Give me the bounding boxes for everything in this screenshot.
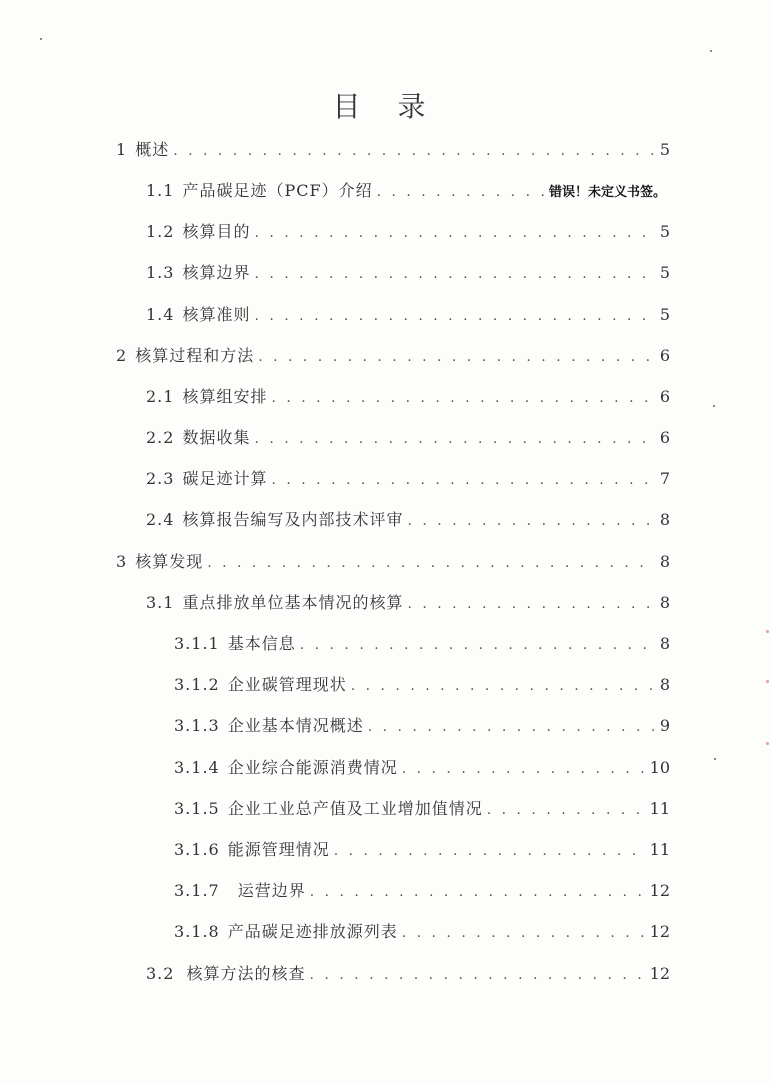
toc-entry-number: 2 [116, 346, 128, 365]
toc-entry-page: 8 [659, 552, 670, 571]
dot-leader [402, 758, 646, 780]
toc-entry-number: 3.2 [146, 964, 175, 983]
dot-leader [173, 140, 654, 162]
toc-entry-page: 5 [659, 222, 670, 241]
toc-entry-number: 3 [116, 552, 128, 571]
dot-leader [368, 716, 654, 738]
toc-entry-title: 产品碳足迹排放源列表 [227, 922, 398, 941]
toc-entry-title: 企业碳管理现状 [227, 675, 347, 694]
dot-leader [377, 181, 545, 203]
toc-entry-number: 1.1 [146, 181, 175, 200]
toc-entry-number: 3.1.7 [174, 881, 220, 900]
dot-leader [258, 346, 654, 368]
toc-entry-page: 6 [659, 428, 670, 447]
toc-entry-title: 核算过程和方法 [135, 346, 255, 365]
scan-speck [713, 405, 715, 407]
toc-entry[interactable] [146, 304, 670, 326]
toc-entry[interactable] [174, 757, 670, 779]
scan-mark [766, 630, 769, 633]
toc-entry-title: 核算方法的核查 [186, 964, 306, 983]
toc-entry[interactable] [146, 221, 670, 243]
toc-entry-page: 5 [659, 305, 670, 324]
toc-entry-page: 8 [659, 593, 670, 612]
dot-leader [254, 222, 654, 244]
toc-entry-title: 核算目的 [182, 222, 251, 241]
toc-entry-page: 11 [649, 799, 670, 818]
toc-entry-title: 企业工业总产值及工业增加值情况 [227, 799, 483, 818]
dot-leader [254, 263, 654, 285]
dot-leader [271, 387, 654, 409]
toc-entry-number: 3.1.5 [174, 799, 220, 818]
toc-entry-title: 核算边界 [182, 263, 251, 282]
toc-entry[interactable] [146, 963, 670, 985]
toc-entry-number: 1.4 [146, 305, 175, 324]
toc-entry[interactable] [174, 674, 670, 696]
scan-speck [40, 38, 42, 40]
toc-entry-page: 8 [659, 510, 670, 529]
toc-entry-title: 产品碳足迹（PCF）介绍 [182, 181, 373, 200]
toc-entry-number: 3.1.1 [174, 634, 220, 653]
toc-entry-number: 3.1.6 [174, 840, 220, 859]
dot-leader [351, 675, 654, 697]
toc-entry-page: 8 [659, 634, 670, 653]
toc-entry-number: 3.1.8 [174, 922, 220, 941]
toc-entry[interactable] [174, 921, 670, 943]
toc-entry-title: 企业基本情况概述 [227, 716, 364, 735]
toc-entry-title: 重点排放单位基本情况的核算 [182, 593, 404, 612]
toc-entry-page-error: 错误！未定义书签。 [548, 185, 666, 200]
scan-speck [710, 50, 712, 52]
dot-leader [254, 305, 654, 327]
toc-entry-number: 1 [116, 140, 128, 159]
toc-entry-number: 3.1 [146, 593, 175, 612]
toc-entry-page: 8 [659, 675, 670, 694]
toc-entry[interactable] [146, 262, 670, 284]
toc-entry-page: 12 [649, 881, 670, 900]
dot-leader [402, 922, 646, 944]
toc-entry-page: 5 [659, 263, 670, 282]
toc-entry-number: 2.4 [146, 510, 175, 529]
toc-entry[interactable] [146, 180, 666, 202]
toc-entry-page: 10 [649, 758, 670, 777]
toc-entry-title: 碳足迹计算 [182, 469, 268, 488]
toc-entry-title: 概述 [135, 140, 170, 159]
toc-entry-page: 6 [659, 387, 670, 406]
dot-leader [271, 469, 654, 491]
toc-entry-title: 能源管理情况 [227, 840, 330, 859]
scan-mark [766, 680, 769, 683]
toc-entry[interactable] [146, 468, 670, 490]
toc-entry[interactable] [174, 839, 670, 861]
toc-entry-page: 11 [649, 840, 670, 859]
toc-entry[interactable] [174, 880, 670, 902]
dot-leader [207, 552, 654, 574]
toc-entry-title: 核算准则 [182, 305, 251, 324]
toc-entry-title: 运营边界 [237, 881, 306, 900]
dot-leader [334, 840, 646, 862]
dot-leader [407, 593, 654, 615]
toc-entry-title: 核算发现 [135, 552, 204, 571]
toc-entry[interactable] [146, 427, 670, 449]
scan-mark [766, 742, 769, 745]
toc-entry-number: 1.2 [146, 222, 175, 241]
toc-entry-title: 企业综合能源消费情况 [227, 758, 398, 777]
dot-leader [487, 799, 646, 821]
toc-entry-title: 基本信息 [227, 634, 296, 653]
toc-entry[interactable] [174, 798, 670, 820]
dot-leader [407, 510, 654, 532]
toc-entry[interactable] [116, 139, 670, 161]
toc-entry-page: 12 [649, 922, 670, 941]
toc-entry[interactable] [146, 386, 670, 408]
toc-entry-page: 6 [659, 346, 670, 365]
toc-entry-number: 2.2 [146, 428, 175, 447]
toc-entry-number: 1.3 [146, 263, 175, 282]
toc-entry-number: 3.1.4 [174, 758, 220, 777]
toc-entry[interactable] [174, 633, 670, 655]
toc-entry-number: 3.1.2 [174, 675, 220, 694]
toc-entry-page: 12 [649, 964, 670, 983]
dot-leader [300, 634, 654, 656]
toc-entry[interactable] [146, 509, 670, 531]
toc-entry[interactable] [116, 345, 670, 367]
dot-leader [309, 964, 645, 986]
dot-leader [254, 428, 654, 450]
toc-entry[interactable] [116, 551, 670, 573]
page-title: 目 录 [332, 90, 440, 123]
toc-entry[interactable] [146, 592, 670, 614]
toc-entry[interactable] [174, 715, 670, 737]
toc-entry-number: 2.1 [146, 387, 175, 406]
scan-speck [714, 758, 716, 760]
toc-entry-title: 数据收集 [182, 428, 251, 447]
toc-entry-page: 7 [659, 469, 670, 488]
toc-entry-page: 5 [659, 140, 670, 159]
toc-entry-number: 3.1.3 [174, 716, 220, 735]
toc-entry-page: 9 [659, 716, 670, 735]
toc-entry-title: 核算组安排 [182, 387, 268, 406]
dot-leader [310, 881, 646, 903]
toc-entry-number: 2.3 [146, 469, 175, 488]
toc-entry-title: 核算报告编写及内部技术评审 [182, 510, 404, 529]
